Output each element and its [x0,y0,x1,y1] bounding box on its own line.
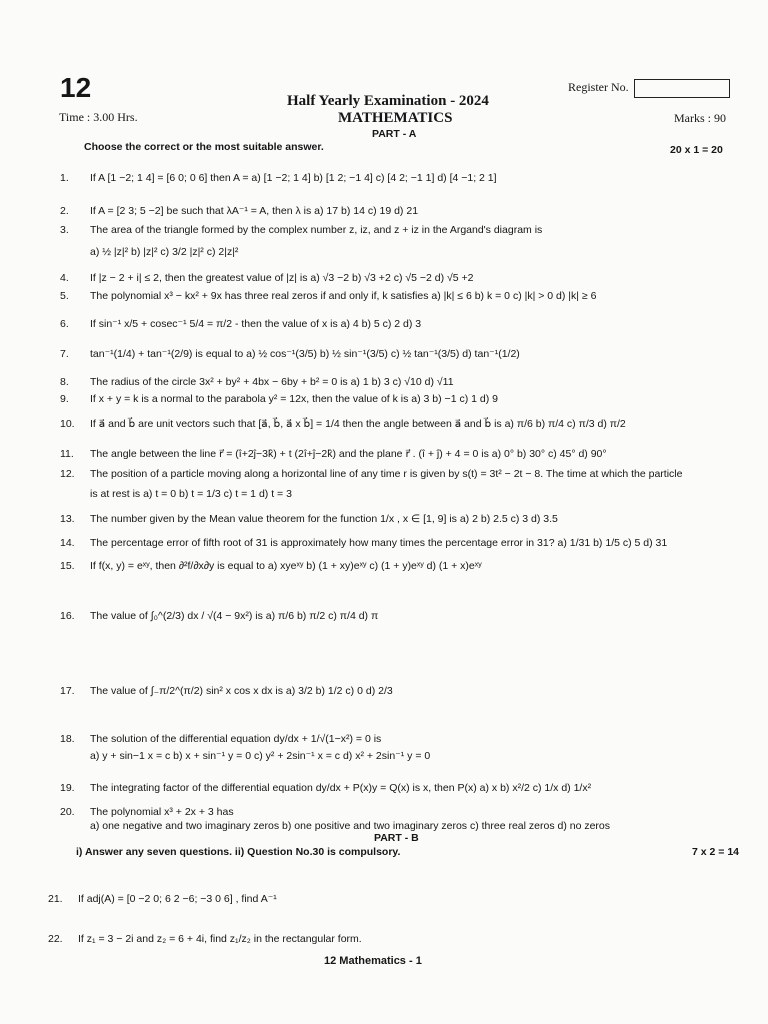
question-18: 18. The solution of the differential equation dy/dx + 1/√(1−x²) = 0 is [60,733,382,745]
question-12-options: is at rest is a) t = 0 b) t = 1/3 c) t = 1 d) t = 3 [90,488,292,500]
question-19: 19. The integrating factor of the differential equation dy/dx + P(x)y = Q(x) is x, then P(x) a) x b) x²/2 c) 1/x d) 1/x² [60,782,592,794]
question-11: 11. The angle between the line r⃗ = (î+2ĵ−3k̂) + t (2î+ĵ−2k̂) and the plane r⃗ . (î + ĵ) + 4 = 0 is a) 0° b) 30° c) 45° d) 90° [60,448,607,460]
register-number-box[interactable] [634,79,730,98]
question-3: 3. The area of the triangle formed by the complex number z, iz, and z + iz in the Argand's diagram is [60,224,543,236]
question-5: 5. The polynomial x³ − kx² + 9x has three real zeros if and only if, k satisfies a) |k| ≤ 6 b) k = 0 c) |k| > 0 d) |k| ≥ 6 [60,290,597,302]
part-b-heading: PART - B [374,832,419,844]
question-6: 6. If sin⁻¹ x/5 + cosec⁻¹ 5/4 = π/2 - then the value of x is a) 4 b) 5 c) 2 d) 3 [60,318,422,330]
question-2: 2. If A = [2 3; 5 −2] be such that λA⁻¹ = A, then λ is a) 17 b) 14 c) 19 d) 21 [60,205,419,217]
page-footer: 12 Mathematics - 1 [324,955,422,967]
part-b-instruction: i) Answer any seven questions. ii) Question No.30 is compulsory. [76,846,401,858]
question-18-options: a) y + sin−1 x = c b) x + sin⁻¹ y = 0 c) y² + 2sin⁻¹ x = c d) x² + 2sin⁻¹ y = 0 [90,750,431,762]
part-a-scheme: 20 x 1 = 20 [670,144,723,156]
question-16: 16. The value of ∫₀^(2/3) dx / √(4 − 9x²) is a) π/6 b) π/2 c) π/4 d) π [60,610,379,622]
question-1: 1. If A [1 −2; 1 4] = [6 0; 0 6] then A = a) [1 −2; 1 4] b) [1 2; −1 4] c) [4 2; −1 1] d) [4 −1; 2 1] [60,172,497,184]
question-13: 13. The number given by the Mean value theorem for the function 1/x , x ∈ [1, 9] is a) 2 b) 2.5 c) 3 d) 3.5 [60,513,558,525]
question-4: 4. If |z − 2 + i| ≤ 2, then the greatest value of |z| is a) √3 −2 b) √3 +2 c) √5 −2 d) √5 +2 [60,272,474,284]
class-number: 12 [60,72,92,103]
question-21: 21. If adj(A) = [0 −2 0; 6 2 −6; −3 0 6] , find A⁻¹ [48,893,277,905]
question-17: 17. The value of ∫₋π/2^(π/2) sin² x cos x dx is a) 3/2 b) 1/2 c) 0 d) 2/3 [60,685,393,697]
question-22: 22. If z₁ = 3 − 2i and z₂ = 6 + 4i, find z₁/z₂ in the rectangular form. [48,933,362,945]
marks-label: Marks : 90 [674,111,726,125]
question-9: 9. If x + y = k is a normal to the parabola y² = 12x, then the value of k is a) 3 b) −1 c) 1 d) 9 [60,393,498,405]
part-a-instruction: Choose the correct or the most suitable answer. [84,141,324,153]
question-15: 15. If f(x, y) = eˣʸ, then ∂²f/∂x∂y is equal to a) xyeˣʸ b) (1 + xy)eˣʸ c) (1 + y)eˣʸ d) (1 + x)eˣʸ [60,560,482,572]
time-label: Time : 3.00 Hrs. [59,110,138,124]
part-a-heading: PART - A [372,128,417,140]
register-label: Register No. [568,80,629,94]
question-20: 20. The polynomial x³ + 2x + 3 has [60,806,234,818]
question-3-options: a) ½ |z|² b) |z|² c) 3/2 |z|² c) 2|z|² [90,246,239,258]
question-12: 12. The position of a particle moving along a horizontal line of any time r is given by s(t) = 3t² − 2t − 8. The time at which the particle [60,468,683,480]
question-8: 8. The radius of the circle 3x² + by² + 4bx − 6by + b² = 0 is a) 1 b) 3 c) √10 d) √11 [60,376,454,388]
question-14: 14. The percentage error of fifth root of 31 is approximately how many times the percentage error in 31? a) 1/31 b) 1/5 c) 5 d) 31 [60,537,668,549]
question-7: 7. tan⁻¹(1/4) + tan⁻¹(2/9) is equal to a) ½ cos⁻¹(3/5) b) ½ sin⁻¹(3/5) c) ½ tan⁻¹(3/5) d) tan⁻¹(1/2) [60,348,520,360]
subject-title: MATHEMATICS [338,110,453,126]
question-20-options: a) one negative and two imaginary zeros b) one positive and two imaginary zeros c) three real zeros d) no zeros [90,820,611,832]
part-b-scheme: 7 x 2 = 14 [692,846,739,858]
exam-title: Half Yearly Examination - 2024 [287,93,489,109]
question-10: 10. If a⃗ and b⃗ are unit vectors such that [a⃗, b⃗, a⃗ x b⃗] = 1/4 then the angle between a⃗ and b⃗ is a) π/6 b) π/4 c) π/3 d) π/2 [60,418,626,430]
